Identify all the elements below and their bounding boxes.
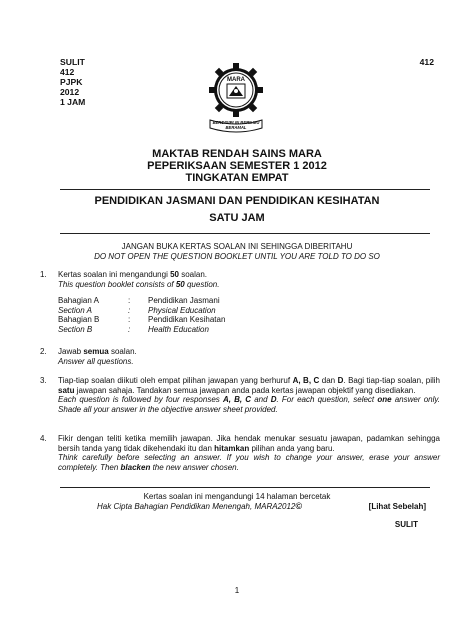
turn-over-note: [Lihat Sebelah] — [368, 502, 426, 511]
copyright-mark: © — [295, 501, 302, 511]
header-duration: 1 JAM — [60, 97, 86, 107]
instruction-4 — [40, 434, 440, 472]
instruction-bold: one — [377, 395, 392, 405]
page-number: 1 — [234, 586, 240, 595]
section-title: Health Education — [148, 324, 209, 334]
instruction-text: dan — [319, 376, 338, 385]
instruction-number: 4. — [40, 434, 47, 443]
instruction-bold: A, B, C — [292, 376, 320, 385]
instruction-text-english: question. — [184, 279, 220, 289]
instruction-text-english: and — [251, 395, 271, 405]
instruction-bold: D — [270, 395, 277, 405]
instruction-text: soalan. — [108, 347, 137, 356]
section-title: Physical Education — [148, 305, 216, 315]
warning-malay: JANGAN BUKA KERTAS SOALAN INI SEHINGGA DIBERITAHU — [121, 242, 353, 251]
header-paper-code: 412 — [60, 67, 75, 77]
instruction-text-english: This question booklet consists of — [58, 279, 176, 289]
instruction-text: jawapan sahaja. Tandakan semua jawapan anda pada kertas jawapan objektif yang disediakan. — [74, 385, 416, 395]
instruction-1 — [40, 270, 440, 335]
divider-middle — [60, 233, 430, 234]
section-sep: : — [128, 296, 131, 306]
divider-top — [60, 189, 430, 190]
instruction-bold: blacken — [120, 462, 151, 472]
instruction-bold: A, B, C — [222, 395, 252, 405]
instruction-number: 1. — [40, 270, 47, 279]
section-row — [58, 296, 440, 306]
instruction-text-english: the new answer chosen. — [150, 462, 239, 472]
pages-note: Kertas soalan ini mengandungi 14 halaman bercetak — [143, 492, 331, 501]
logo-top-text: MARA — [227, 77, 245, 83]
section-name: Section A — [58, 305, 92, 315]
section-sep: : — [128, 324, 131, 334]
exam-name: PEPERIKSAAN SEMESTER 1 2012 — [147, 160, 327, 172]
header-paper-code-right: 412 — [419, 57, 434, 67]
instruction-text: Kertas soalan ini mengandungi — [58, 270, 171, 279]
section-row — [58, 315, 440, 325]
instruction-text-english: answer only. Shade all your answer in the objective answer sheet provided. — [58, 395, 440, 414]
header-sulit: SULIT — [60, 57, 85, 67]
instruction-text: soalan. — [178, 270, 208, 279]
instruction-text: pilihan anda yang baru. — [249, 443, 335, 453]
copyright-line — [97, 502, 302, 512]
instruction-bold: hitamkan — [214, 443, 250, 453]
instruction-text-english: Think carefully before selecting an answer. If you wish to change your answer, erase your answer completely. Then — [58, 453, 440, 472]
footer-sulit: SULIT — [394, 520, 418, 529]
logo-motto: BERDISIPLIN BERILMU BERAMAL — [212, 120, 260, 130]
header-year: 2012 — [60, 87, 80, 97]
instruction-text: Tiap-tiap soalan diikuti oleh empat pilihan jawapan yang berhuruf — [58, 376, 293, 385]
section-name: Section B — [58, 324, 93, 334]
instruction-bold: D — [337, 376, 344, 385]
instruction-text: Jawab — [58, 347, 84, 356]
section-row — [58, 325, 440, 335]
header-subject-code: PJPK — [60, 77, 83, 87]
instruction-text-english: Each question is followed by four responses — [58, 395, 223, 405]
instruction-text: Fikir dengan teliti ketika memilih jawapan. Jika hendak menukar sesuatu jawapan, padamkan sehingga bersih tanda yang tidak dikehendaki itu dan — [58, 434, 440, 453]
mara-logo — [206, 54, 266, 139]
instruction-bold: 50 — [170, 270, 179, 279]
instruction-text: . Bagi tiap-tiap soalan, pilih — [343, 376, 440, 385]
instruction-2 — [40, 347, 440, 366]
section-title: Pendidikan Jasmani — [148, 296, 220, 306]
instruction-3 — [40, 376, 440, 414]
section-name: Bahagian A — [58, 296, 99, 306]
divider-bottom — [60, 487, 430, 488]
instruction-bold: 50 — [175, 279, 185, 289]
header-code-block — [60, 57, 85, 107]
subject-duration: SATU JAM — [209, 212, 265, 224]
subject-title: PENDIDIKAN JASMANI DAN PENDIDIKAN KESIHATAN — [94, 195, 380, 207]
section-name: Bahagian B — [58, 315, 100, 325]
section-sep: : — [128, 315, 131, 325]
form-level: TINGKATAN EMPAT — [185, 172, 289, 184]
copyright-text: Hak Cipta Bahagian Pendidikan Menengah, MARA2012 — [97, 502, 296, 511]
instruction-number: 3. — [40, 376, 47, 385]
section-sep: : — [128, 305, 131, 315]
instruction-number: 2. — [40, 347, 47, 356]
section-title: Pendidikan Kesihatan — [148, 315, 226, 325]
instruction-text-english: . For each question, select — [276, 395, 378, 405]
instruction-bold: semua — [83, 347, 109, 356]
instruction-text-english: Answer all questions. — [58, 356, 134, 366]
warning-english: DO NOT OPEN THE QUESTION BOOKLET UNTIL YOU ARE TOLD TO DO SO — [94, 252, 380, 261]
section-row — [58, 306, 440, 316]
school-name: MAKTAB RENDAH SAINS MARA — [152, 148, 322, 160]
instruction-bold: satu — [58, 385, 75, 395]
